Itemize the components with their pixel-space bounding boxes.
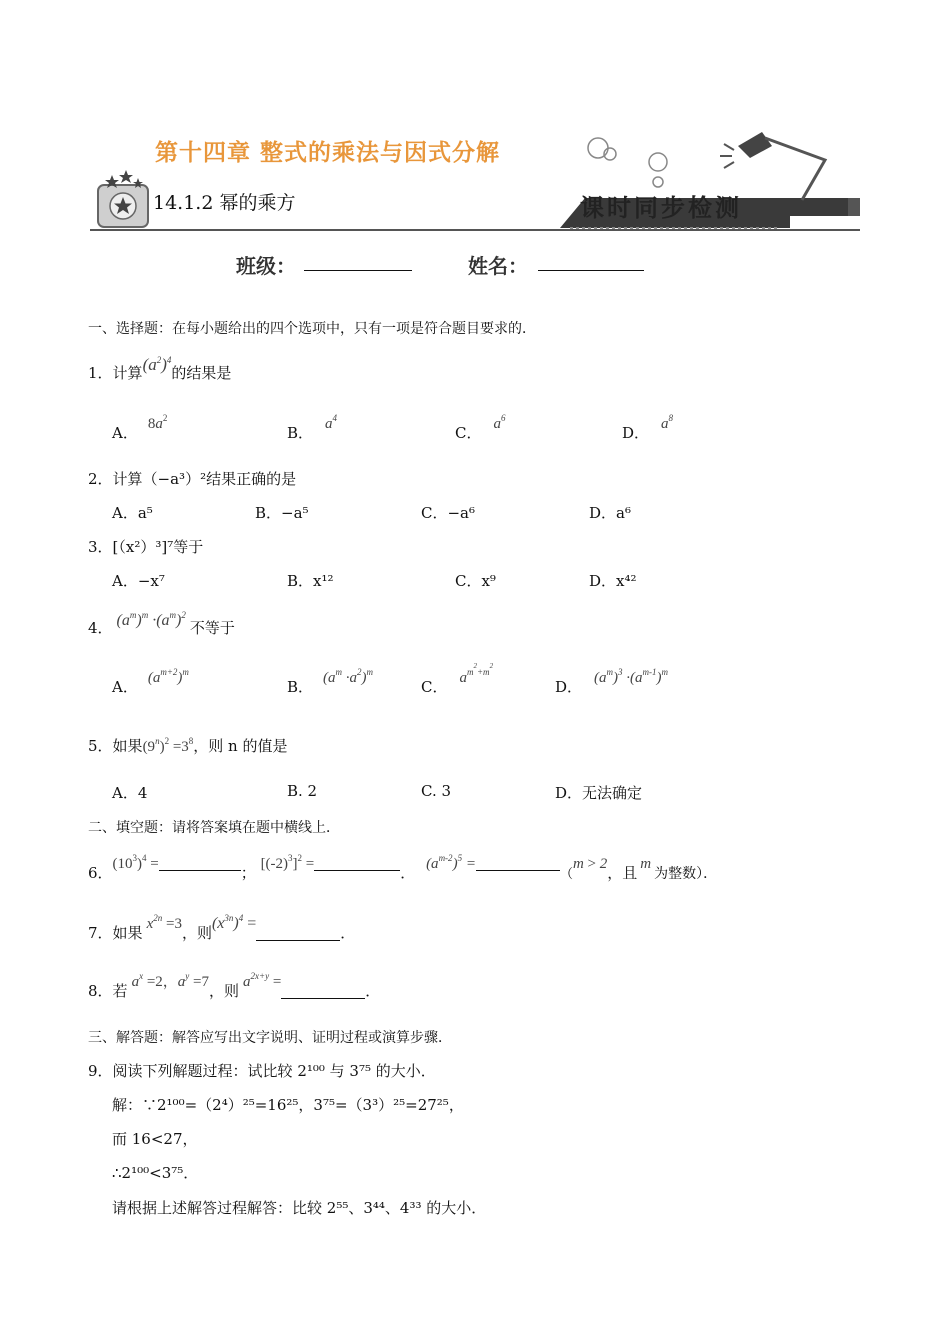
q7-mid: ，则 — [181, 924, 212, 942]
q1-prefix: 计算 — [112, 364, 143, 382]
q4-number: 4． — [88, 619, 113, 637]
sync-label: 课时同步检测 — [580, 193, 742, 222]
q9-line3: 而 16<27， — [112, 1130, 198, 1148]
q4-option-b[interactable] — [287, 667, 374, 697]
q8-condition: $a^x =2$，$a^y =7$ — [131, 971, 209, 990]
q5-expression: $(9^n)^2 =3^8$ — [142, 736, 194, 755]
q1-option-c[interactable] — [455, 413, 506, 443]
q8-expression: $a^{2x+y}$ = — [243, 971, 282, 990]
question-1 — [88, 355, 232, 383]
q1-d-value: $a^8$ — [661, 413, 674, 432]
q4-option-d[interactable] — [555, 667, 669, 697]
option-label: C． — [455, 424, 482, 442]
option-label: D． — [555, 678, 583, 696]
q4-option-c[interactable] — [421, 662, 494, 697]
question-2 — [88, 468, 296, 489]
q6-blank2[interactable] — [314, 856, 400, 871]
question-8: 8．若 $a^x =2$，$a^y =7$，则 $a^{2x+y}$ = ． — [88, 971, 381, 1000]
option-label: B． — [287, 678, 314, 696]
option-label: C． — [421, 678, 448, 696]
section2-heading: 二、填空题：请将答案填在题中横线上． — [88, 820, 340, 836]
section3-heading: 三、解答题：解答应写出文字说明、证明过程或演算步骤． — [88, 1030, 452, 1046]
option-label: A． — [112, 678, 138, 696]
question-4 — [88, 610, 235, 638]
q9-line5: 请根据上述解答过程解答：比较 2⁵⁵、3⁴⁴、4³³ 的大小． — [112, 1199, 487, 1217]
q6-expr1: $(10^3)^4$ = — [112, 853, 159, 872]
q1-option-d[interactable] — [622, 413, 674, 443]
q5-option-d[interactable]: D．无法确定 — [555, 784, 643, 802]
question-6: 6．$(10^3)^4$ = ； $[(-2)^3]^2$ = ． $(a^{m-2})^5 =(m > 2$，且 m为整数）． — [88, 853, 718, 882]
q3-option-b[interactable]: B．x¹² — [287, 572, 334, 590]
option-label: A． — [112, 424, 138, 442]
q6-blank3[interactable] — [476, 856, 560, 871]
q2-option-c[interactable]: C．−a⁶ — [421, 504, 476, 522]
q2-text: 计算（−a³）²结果正确的是 — [112, 470, 297, 488]
option-label: D． — [622, 424, 650, 442]
q4-b-value: $(a^m \cdot a^2)^m$ — [323, 667, 374, 686]
q4-d-value: $(a^m)^3 \cdot(a^{m-1})^m$ — [594, 667, 669, 686]
name-label: 姓名： — [468, 254, 528, 278]
q1-option-a[interactable] — [112, 413, 168, 443]
q5-suffix: ，则 n 的值是 — [193, 737, 288, 755]
q4-a-value: $(a^{m+2})^m$ — [147, 667, 189, 686]
q6-cond-math: m > 2 — [572, 856, 608, 872]
q4-suffix: 不等于 — [189, 619, 235, 637]
q1-b-value: $a^4$ — [325, 413, 338, 432]
q2-option-b[interactable]: B．−a⁵ — [255, 504, 309, 522]
q1-c-value: $a^6$ — [493, 413, 506, 432]
q7-expression: $(x^{3n})^4$ = — [211, 913, 257, 932]
section1-heading: 一、选择题：在每小题给出的四个选项中，只有一项是符合题目要求的． — [88, 321, 536, 337]
q7-prefix: 如果 — [112, 924, 143, 942]
q6-blank1[interactable] — [159, 856, 241, 871]
q1-option-b[interactable] — [287, 413, 338, 443]
q6-expr2: $[(-2)^3]^2$ = — [260, 853, 315, 872]
option-label: B． — [287, 424, 314, 442]
q5-option-a[interactable]: A．4 — [112, 784, 148, 802]
q9-line1: 阅读下列解题过程：试比较 2¹⁰⁰ 与 3⁷⁵ 的大小． — [112, 1062, 436, 1080]
banner-graphic — [90, 110, 865, 235]
q2-number: 2． — [88, 470, 113, 488]
name-field[interactable] — [538, 270, 644, 271]
q1-expression: $(a^2)^4$ — [142, 355, 172, 374]
q3-option-d[interactable]: D．x⁴² — [589, 572, 637, 590]
q8-mid: ，则 — [209, 982, 240, 1000]
question-5 — [88, 735, 287, 756]
q7-blank[interactable] — [256, 926, 340, 941]
q6-cond-var: m — [640, 856, 652, 872]
q8-number: 8． — [88, 982, 113, 1000]
chapter-title: 第十四章 整式的乘法与因式分解 — [155, 140, 501, 166]
q3-text: [（x²）³]⁷等于 — [112, 538, 204, 556]
q4-c-value: $a^{m^2+m^2}$ — [459, 662, 494, 686]
class-field[interactable] — [304, 270, 412, 271]
q9-line4: ∴2¹⁰⁰<3⁷⁵． — [112, 1164, 199, 1182]
q1-number: 1． — [88, 364, 113, 382]
q3-option-c[interactable]: C．x⁹ — [455, 572, 496, 590]
q4-option-a[interactable] — [112, 667, 189, 697]
q7-condition: $x^{2n} =3$ — [146, 913, 182, 932]
q3-option-a[interactable]: A．−x⁷ — [112, 572, 165, 590]
q5-prefix: 如果 — [112, 737, 143, 755]
q5-number: 5． — [88, 737, 113, 755]
q6-cond-suffix: 为整数）． — [654, 866, 718, 882]
q1-a-value: $8a^2$ — [147, 413, 168, 432]
section-title: 14.1.2 幂的乘方 — [153, 192, 296, 214]
question-7: 7．如果 $x^{2n} =3$，则$(x^{3n})^4$ =． — [88, 913, 356, 942]
q5-option-b[interactable]: B. 2 — [287, 782, 318, 800]
question-3 — [88, 536, 203, 557]
q8-blank[interactable] — [281, 984, 365, 999]
q9-number: 9． — [88, 1062, 113, 1080]
class-label: 班级： — [236, 254, 296, 278]
q8-prefix: 若 — [112, 982, 128, 1000]
q6-cond-mid: ，且 — [607, 864, 638, 882]
q6-cond-prefix: （ — [559, 867, 573, 882]
question-9 — [88, 1060, 436, 1081]
q2-option-d[interactable]: D．a⁶ — [589, 504, 631, 522]
q5-option-c[interactable]: C. 3 — [421, 782, 452, 800]
q6-number: 6． — [88, 864, 113, 882]
q2-option-a[interactable]: A．a⁵ — [112, 504, 153, 522]
q4-expression: $(a^m)^m \cdot(a^m)^2$ — [116, 610, 186, 629]
q7-number: 7． — [88, 924, 113, 942]
q9-line2: 解：∵2¹⁰⁰=（2⁴）²⁵=16²⁵，3⁷⁵=（3³）²⁵=27²⁵， — [112, 1096, 464, 1114]
q3-number: 3． — [88, 538, 113, 556]
q6-expr3: $(a^{m-2})^5$ = — [426, 853, 476, 872]
q1-suffix: 的结果是 — [171, 364, 232, 382]
